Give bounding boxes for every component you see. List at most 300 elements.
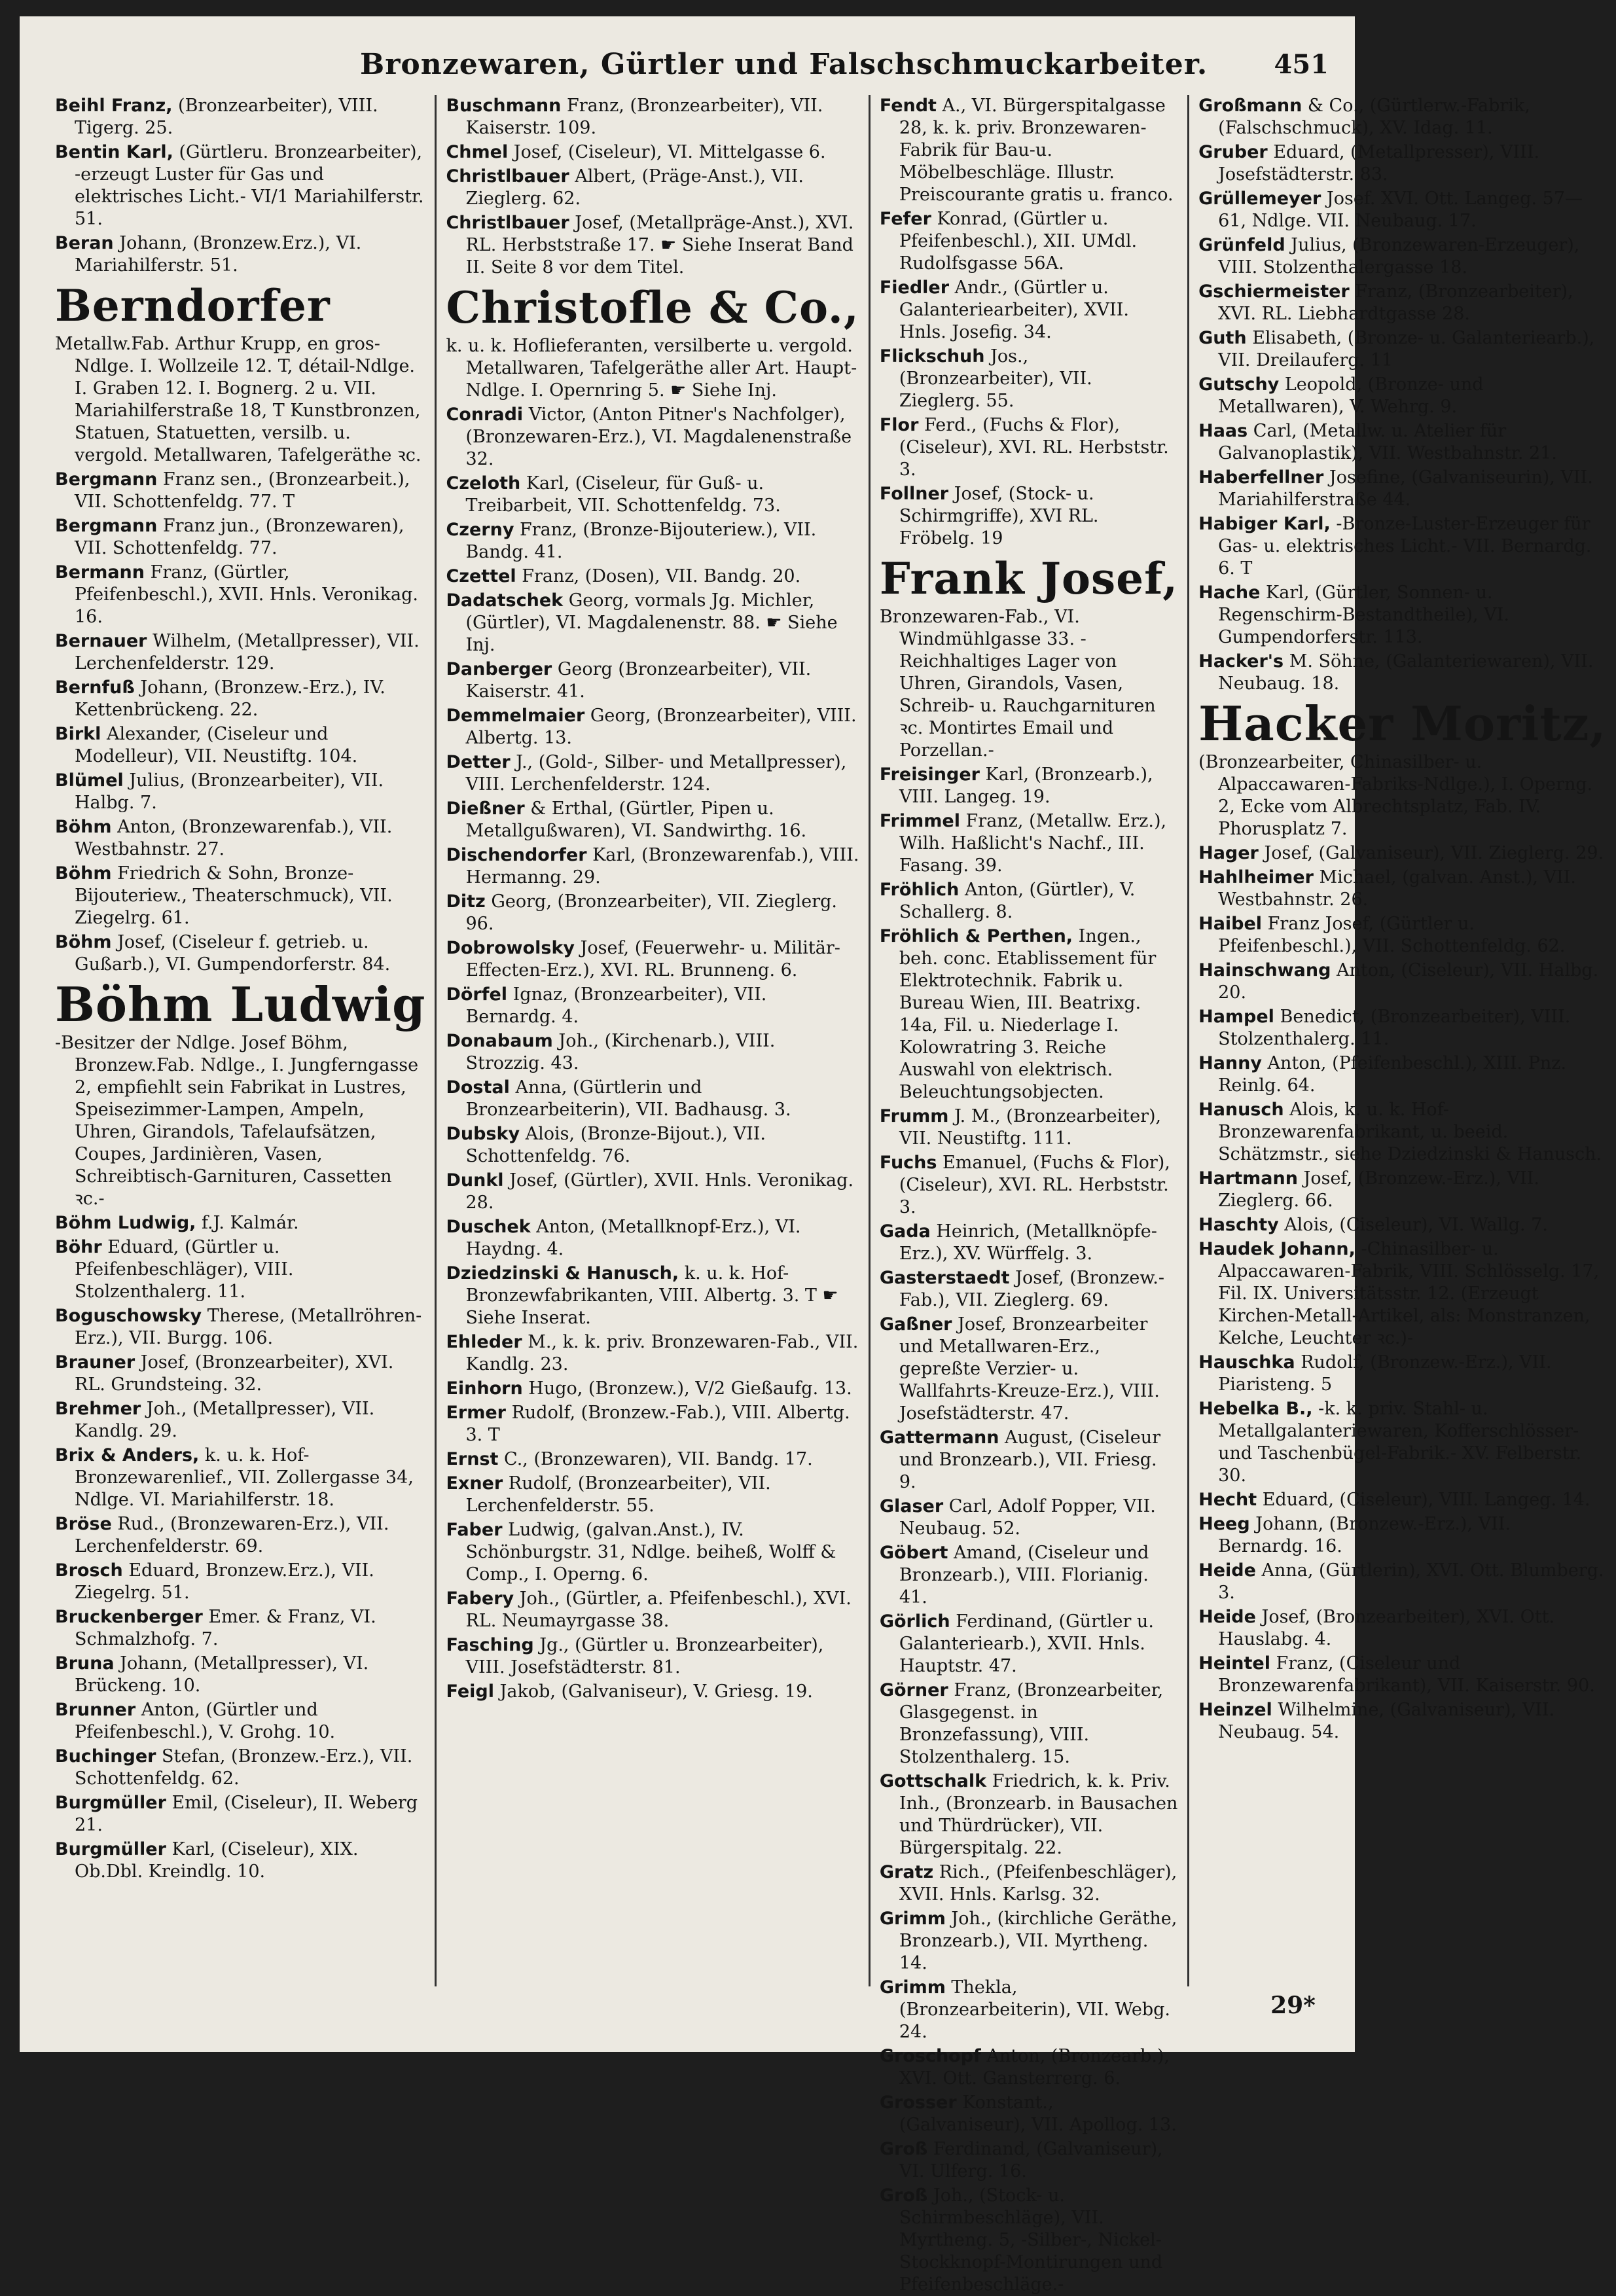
entry-name: Böhm Ludwig, (55, 1213, 196, 1233)
directory-entry (446, 141, 859, 164)
directory-entry (1198, 1352, 1606, 1396)
page-title: Bronzewaren, Gürtler und Falschschmuckarbeiter. (360, 48, 1208, 81)
directory-entry (446, 335, 859, 402)
entry-details: Stefan, (Bronzew.-Erz.), VII. Schottenfeldg. 62. (75, 1746, 413, 1789)
entry-details: Josef, (Bronzearbeiter), XVI. Ott. Hauslabg. 4. (1218, 1607, 1555, 1649)
directory-entry (1198, 913, 1606, 958)
entry-details: Franz, (Ciseleur und Bronzewarenfabrikant), VII. Kaiserstr. 90. (1218, 1653, 1595, 1696)
entry-details: Karl, (Bronzearb.), VIII. Langeg. 19. (899, 764, 1153, 807)
entry-name: Einhorn (446, 1378, 523, 1399)
entry-name: Görlich (879, 1611, 950, 1632)
entry-details: J. M., (Bronzearbeiter), VII. Neustiftg. 111. (899, 1106, 1162, 1149)
entry-name: Beran (55, 233, 114, 253)
entry-details: August, (Ciseleur und Bronzearb.), VII. Friesg. 9. (899, 1427, 1161, 1492)
directory-entry (880, 1977, 1178, 2043)
directory-entry (446, 1519, 859, 1586)
directory-entry (446, 1473, 859, 1517)
entry-details: Josefine, (Galvaniseurin), VII. Mariahilferstraße 44. (1218, 467, 1593, 510)
directory-entry (880, 2138, 1178, 2183)
column-2 (435, 95, 868, 1986)
entry-name: Hampel (1198, 1007, 1274, 1027)
entry-details: C., (Bronzewaren), VII. Bandg. 17. (498, 1449, 813, 1469)
entry-name: Birkl (55, 724, 101, 744)
entry-details: Anton, (Ciseleur), VII. Halbg. 20. (1218, 960, 1599, 1003)
page-header (20, 41, 1355, 87)
column-3 (869, 95, 1187, 2295)
directory-entry (446, 1634, 859, 1679)
entry-name: Ditz (446, 891, 486, 912)
entry-name: Follner (879, 484, 949, 504)
entry-name: Bruckenberger (55, 1607, 203, 1627)
directory-entry (55, 1352, 425, 1396)
display-heading: Berndorfer (55, 280, 331, 331)
entry-details: Karl, (Ciseleur, für Guß- u. Treibarbeit, VII. Schottenfeldg. 73. (465, 473, 781, 516)
directory-entry (55, 1398, 425, 1443)
entry-name: Brosch (55, 1560, 123, 1581)
entry-name: Dörfel (446, 984, 508, 1005)
entry-details: Julius, (Bronzewaren-Erzeuger), VIII. Stolzenthalergasse 18. (1218, 235, 1580, 278)
entry-name: Hache (1198, 583, 1261, 603)
entry-details: Jakob, (Galvaniseur), V. Griesg. 19. (494, 1681, 813, 1702)
entry-name: Donabaum (446, 1031, 553, 1051)
entry-name: Chmel (446, 142, 509, 162)
entry-name: Grosser (879, 2092, 957, 2113)
directory-entry (880, 2185, 1178, 2296)
entry-name: Detter (446, 752, 511, 772)
entry-details: Franz, (Bronzearbeiter), XVI. RL. Liebhardtgasse 28. (1218, 281, 1573, 324)
directory-entry (55, 816, 425, 861)
page-number: 451 (1274, 49, 1329, 80)
directory-entry (1198, 1006, 1606, 1050)
entry-details: Friedrich, k. k. Priv. Inh., (Bronzearb. in Bausachen und Thürdrücker), VII. Bürgerspitalg. 22. (899, 1771, 1178, 1858)
entry-name: Gada (879, 1221, 931, 1242)
entry-details: Josef, (Ciseleur f. getrieb. u. Gußarb.), VI. Gumpendorferstr. 84. (75, 932, 391, 975)
directory-entry (1198, 751, 1606, 840)
entry-name: Hauschka (1198, 1352, 1295, 1372)
entry-details: M., k. k. priv. Bronzewaren-Fab., VII. Kandlg. 23. (465, 1332, 859, 1374)
entry-name: Beihl Franz, (55, 96, 173, 116)
entry-name: Danberger (446, 659, 552, 679)
entry-name: Gutschy (1198, 374, 1280, 395)
entry-details: (Gürtleru. Bronzearbeiter), -erzeugt Luster für Gas und elektrisches Licht.- VI/1 Mariahilferstr. 51. (75, 142, 424, 229)
entry-name: Gratz (879, 1862, 934, 1882)
directory-entry (55, 1032, 425, 1210)
directory-entry (446, 798, 859, 842)
entry-details: Karl, (Bronzewarenfab.), VIII. Hermanng. 29. (465, 845, 859, 888)
entry-name: Bermann (55, 562, 145, 583)
directory-entry (880, 1267, 1178, 1312)
entry-name: Dischendorfer (446, 845, 587, 865)
directory-entry (1198, 1489, 1606, 1511)
directory-entry (1198, 582, 1606, 649)
entry-name: Haas (1198, 421, 1248, 441)
entry-details: Carl, (Metallw. u. Atelier für Galvanoplastik), VII. Westbahnstr. 21. (1218, 421, 1557, 463)
entry-name: Großmann (1198, 96, 1302, 116)
directory-entry (446, 1263, 859, 1329)
display-heading: Böhm Ludwig (55, 977, 426, 1032)
entry-name: Czeloth (446, 473, 521, 493)
entry-name: Heinzel (1198, 1700, 1272, 1720)
entry-details: k. u. k. Hof-Bronzewfabrikanten, VIII. Albertg. 3. T ☛ Siehe Inserat. (465, 1263, 838, 1328)
directory-entry (55, 1305, 425, 1350)
directory-entry (1198, 1214, 1606, 1236)
directory-entry (1198, 141, 1606, 186)
entry-details: Johann, (Metallpresser), VI. Brückeng. 10. (75, 1653, 369, 1696)
entry-name: Burgmüller (55, 1793, 166, 1813)
directory-entry (880, 2092, 1178, 2136)
entry-name: Fasching (446, 1635, 534, 1655)
entry-details: Franz, (Bronze-Bijouteriew.), VII. Bandg. 41. (465, 520, 817, 562)
directory-entry (1198, 842, 1606, 865)
entry-name: Bergmann (55, 516, 158, 536)
entry-details: Hugo, (Bronzew.), V/2 Gießaufg. 13. (522, 1378, 852, 1399)
entry-details: Ferdinand, (Gürtler u. Galanteriearb.), XVII. Hnls. Hauptstr. 47. (899, 1611, 1154, 1676)
entry-name: Christlbauer (446, 166, 569, 187)
entry-name: Hainschwang (1198, 960, 1331, 980)
entry-details: Anton, (Bronzearb.), XVI. Ott. Gansterrerg. 6. (899, 2046, 1170, 2089)
entry-details: Ferdinand, (Galvaniseur), VI. Ulferg. 16. (899, 2139, 1163, 2181)
directory-entry (1198, 467, 1606, 511)
directory-entry (1198, 1052, 1606, 1097)
entry-name: Hartmann (1198, 1168, 1298, 1189)
entry-name: Böhm (55, 863, 112, 884)
directory-entry (446, 1216, 859, 1261)
directory-page (20, 16, 1607, 2295)
directory-entry (55, 141, 425, 230)
directory-entry (446, 751, 859, 796)
entry-name: Görner (879, 1680, 948, 1700)
directory-entry (55, 1653, 425, 1697)
entry-details: Joh., (Kirchenarb.), VIII. Strozzig. 43. (465, 1031, 776, 1073)
entry-name: Ernst (446, 1449, 499, 1469)
directory-entry (880, 1611, 1178, 1677)
entry-name: Hacker's (1198, 651, 1284, 672)
entry-name: Feigl (446, 1681, 494, 1702)
entry-name: Flor (879, 415, 919, 435)
directory-entry (446, 844, 859, 889)
entry-details: & Erthal, (Gürtler, Pipen u. Metallgußwaren), VI. Sandwirthg. 16. (465, 798, 807, 841)
directory-entry (880, 483, 1178, 550)
directory-entry (880, 606, 1178, 762)
entry-name: Flickschuh (879, 346, 985, 367)
entry-name: Gattermann (879, 1427, 999, 1448)
entry-details: Georg, vormals Jg. Michler, (Gürtler), VI. Magdalenenstr. 88. ☛ Siehe Inj. (465, 590, 838, 655)
entry-name: Groschopf (879, 2046, 981, 2066)
directory-entry (446, 658, 859, 703)
entry-name: Brauner (55, 1352, 135, 1372)
directory-entry (880, 1496, 1178, 1540)
entry-details: Georg, (Bronzearbeiter), VIII. Albertg. 13. (465, 706, 857, 748)
entry-name: Dostal (446, 1077, 510, 1098)
entry-details: Carl, Adolf Popper, VII. Neubaug. 52. (899, 1496, 1156, 1539)
entry-details: Emil, (Ciseleur), II. Weberg 21. (75, 1793, 418, 1835)
entry-details: Rudolf, (Bronzearbeiter), VII. Lerchenfelderstr. 55. (465, 1473, 771, 1516)
directory-entry (55, 723, 425, 768)
directory-entry (880, 879, 1178, 924)
entry-name: Habiger Karl, (1198, 514, 1331, 534)
entry-name: Bergmann (55, 469, 158, 490)
directory-entry (880, 925, 1178, 1103)
directory-entry (1198, 651, 1606, 695)
entry-name: Hecht (1198, 1490, 1257, 1510)
entry-name: Dießner (446, 798, 525, 819)
directory-entry (880, 1427, 1178, 1494)
entry-details: Wilhelmine, (Galvaniseur), VII. Neubaug. 54. (1218, 1700, 1555, 1742)
entry-name: Fiedler (879, 278, 950, 298)
entry-name: Gasterstaedt (879, 1268, 1010, 1288)
directory-entry (1198, 1699, 1606, 1744)
entry-name: Hanusch (1198, 1100, 1284, 1120)
entry-details: Konrad, (Gürtler u. Pfeifenbeschl.), XII. UMdl. Rudolfsgasse 56A. (899, 209, 1138, 274)
directory-entry (446, 1331, 859, 1376)
directory-entry (1198, 1398, 1606, 1487)
directory-entry (446, 1170, 859, 1214)
entry-name: Czerny (446, 520, 514, 540)
entry-name: Czettel (446, 566, 516, 586)
directory-entry (446, 1402, 859, 1446)
entry-details: Eduard, Bronzew.Erz.), VII. Ziegelrg. 51. (75, 1560, 374, 1603)
entry-details: Ingen., beh. conc. Etablissement für Elektrotechnik. Fabrik u. Bureau Wien, III. Beatrixg. 14a, Fil. u. Niederlage I. Kolowratring 3. Reiche Auswahl von elektrisch. Beleuchtungsobjecten. (899, 926, 1157, 1102)
display-heading: Hacker Moritz, (1198, 696, 1607, 751)
entry-details: A., VI. Bürgerspitalgasse 28, k. k. priv. Bronzewaren-Fabrik für Bau-u. Möbelbeschläge. Illustr. Preiscourante gratis u. franco. (899, 96, 1174, 205)
directory-entry (1198, 281, 1606, 325)
directory-entry (880, 1908, 1178, 1975)
directory-entry (880, 1105, 1178, 1150)
entry-details: -k. k. priv. Stahl- u. Metallgalanteriewaren, Kofferschlösser- und Taschenbügel-Fabrik.- XV. Felberstr. 30. (1218, 1399, 1582, 1486)
entry-details: k. u. k. Hoflieferanten, versilberte u. vergold. Metallwaren, Tafelgeräthe aller Art. Haupt-Ndlge. I. Opernring 5. ☛ Siehe Inj. (446, 336, 857, 401)
directory-entry (446, 1123, 859, 1168)
entry-details: Franz, (Metallw. Erz.), Wilh. Haßlicht's Nachf., III. Fasang. 39. (899, 811, 1167, 876)
entry-details: Rich., (Pfeifenbeschläger), XVII. Hnls. Karlsg. 32. (899, 1862, 1177, 1905)
entry-name: Boguschowsky (55, 1306, 202, 1326)
directory-entry (55, 630, 425, 675)
entry-name: Frumm (879, 1106, 949, 1126)
entry-details: -Besitzer der Ndlge. Josef Böhm, Bronzew.Fab. Ndlge., I. Jungferngasse 2, empfiehlt sein Fabrikat in Lustres, Speisezimmer-Lampen, Ampeln, Uhren, Girandols, Tafelaufsätzen, Coupes, Jardinièren, Vasen, Schreibtisch-Garnituren, Cassetten ꝛc.- (55, 1033, 419, 1209)
entry-details: Konstant., (Galvaniseur), VII. Apollog. 13. (899, 2092, 1177, 2135)
entry-details: Josef, (Bronzew.-Erz.), VII. Zieglerg. 66. (1218, 1168, 1539, 1211)
entry-name: Grimm (879, 1909, 946, 1929)
directory-entry (1198, 95, 1606, 139)
directory-entry (880, 1221, 1178, 1265)
entry-details: Anton, (Bronzewarenfab.), VII. Westbahnstr. 27. (75, 817, 393, 859)
entry-details: Amand, (Ciseleur und Bronzearb.), VIII. Florianig. 41. (899, 1543, 1149, 1607)
directory-entry (55, 677, 425, 721)
entry-details: & Co., (Gürtlerw.-Fabrik, (Falschschmuck), XV. Idag. 11. (1218, 96, 1530, 138)
entry-name: Heide (1198, 1607, 1256, 1627)
entry-name: Grimm (879, 1977, 946, 1998)
entry-details: Johann, (Bronzew.-Erz.), VII. Bernardg. 16. (1218, 1514, 1511, 1556)
entry-name: Dziedzinski & Hanusch, (446, 1263, 679, 1283)
entry-details: Ferd., (Fuchs & Flor), (Ciseleur), XVI. RL. Herbststr. 3. (899, 415, 1169, 480)
entry-details: Joh., (Gürtler, a. Pfeifenbeschl.), XVI. RL. Neumayrgasse 38. (465, 1588, 852, 1631)
entry-name: Dubsky (446, 1124, 520, 1144)
entry-details: Anton, (Gürtler), V. Schallerg. 8. (899, 880, 1136, 922)
entry-details: Joh., (kirchliche Geräthe, Bronzearb.), VII. Myrtheng. 14. (899, 1909, 1177, 1973)
directory-entry (55, 770, 425, 814)
directory-entry (446, 404, 859, 471)
directory-entry (55, 1513, 425, 1558)
entry-details: -Chinasilber- u. Alpaccawaren-Fabrik, VIII. Schlösselg. 17, Fil. IX. Universitätsstr. 12. (Erzeugt Kirchen-Metall-Artikel, als: Monstranzen, Kelche, Leuchter ꝛc.)- (1218, 1239, 1600, 1348)
entry-name: Burgmüller (55, 1839, 166, 1859)
directory-entry (446, 473, 859, 517)
entry-details: Johann, (Bronzew.-Erz.), IV. Kettenbrückeng. 22. (75, 677, 386, 720)
directory-entry (55, 1212, 425, 1234)
entry-name: Glaser (879, 1496, 944, 1516)
directory-entry (880, 277, 1178, 344)
entry-name: Guth (1198, 328, 1247, 348)
entry-name: Gruber (1198, 142, 1268, 162)
directory-entry (55, 1560, 425, 1604)
directory-entry (1198, 327, 1606, 372)
directory-entry (55, 1699, 425, 1744)
entry-details: Karl, (Ciseleur), XIX. Ob.Dbl. Kreindlg. 10. (75, 1839, 359, 1882)
entry-details: Josef, (Feuerwehr- u. Militär-Effecten-Erz.), XVI. RL. Brunneng. 6. (465, 938, 840, 980)
entry-name: Blümel (55, 770, 124, 791)
directory-entry (446, 212, 859, 279)
directory-entry (446, 95, 859, 139)
entry-details: Metallw.Fab. Arthur Krupp, en gros-Ndlge. I. Wollzeile 12. T, détail-Ndlge. I. Graben 12. I. Bognerg. 2 u. VII. Mariahilferstraße 18, T Kunstbronzen, Statuen, Statuetten, versilb. u. vergold. Metallwaren, Tafelgeräthe ꝛc. (55, 334, 422, 465)
directory-entry (1198, 234, 1606, 279)
entry-details: Josef, (Bronzew.-Fab.), VII. Zieglerg. 69. (899, 1268, 1165, 1310)
entry-name: Faber (446, 1520, 503, 1540)
entry-name: Bentin Karl, (55, 142, 173, 162)
directory-entry (1198, 513, 1606, 580)
entry-details: Josef, (Stock- u. Schirmgriffe), XVI RL. Fröbelg. 19 (899, 484, 1099, 548)
entry-details: Alexander, (Ciseleur und Modelleur), VII. Neustiftg. 104. (75, 724, 358, 766)
entry-details: Rud., (Bronzewaren-Erz.), VII. Lerchenfelderstr. 69. (75, 1514, 389, 1556)
entry-details: k. u. k. Hof-Bronzewarenlief., VII. Zollergasse 34, Ndlge. VI. Mariahilferstr. 18. (75, 1445, 414, 1510)
entry-details: J., (Gold-, Silber- und Metallpresser), VIII. Lerchenfelderstr. 124. (465, 752, 847, 795)
entry-details: Albert, (Präge-Anst.), VII. Zieglerg. 62. (465, 166, 804, 209)
directory-entry (55, 515, 425, 560)
entry-details: Josef, (Metallpräge-Anst.), XVI. RL. Herbststraße 17. ☛ Siehe Inserat Band II. Seite 8 vor dem Titel. (465, 213, 854, 278)
entry-details: Josef, (Galvaniseur), VII. Zieglerg. 29. (1258, 843, 1604, 863)
entry-details: Alois, k. u. k. Hof-Bronzewarenfabrikant, u. beeid. Schätzmstr., siehe Dziedzinski & Hanusch. (1218, 1100, 1602, 1164)
entry-details: Anna, (Gürtlerin), XVI. Ott. Blumberg. 3. (1218, 1560, 1604, 1603)
entry-name: Ermer (446, 1403, 506, 1423)
directory-entry (880, 2045, 1178, 2090)
entry-details: Thekla, (Bronzearbeiterin), VII. Webg. 24. (899, 1977, 1171, 2042)
entry-details: Ignaz, (Bronzearbeiter), VII. Bernardg. 4. (465, 984, 767, 1027)
entry-name: Hahlheimer (1198, 867, 1314, 888)
entry-name: Conradi (446, 404, 524, 425)
directory-entry (1198, 1513, 1606, 1558)
entry-details: Franz, (Bronzearbeiter), VII. Kaiserstr. 109. (465, 96, 823, 138)
entry-name: Grünfeld (1198, 235, 1285, 255)
entry-details: Anton, (Pfeifenbeschl.), XIII. Pnz. Reinlg. 64. (1218, 1053, 1567, 1096)
entry-details: Friedrich & Sohn, Bronze-Bijouteriew., Theaterschmuck), VII. Ziegelrg. 61. (75, 863, 393, 928)
entry-name: Haibel (1198, 914, 1263, 934)
display-heading: Frank Josef, (879, 553, 1179, 604)
directory-entry (446, 519, 859, 564)
columns (46, 95, 1607, 2295)
entry-name: Bernauer (55, 631, 147, 651)
entry-name: Demmelmaier (446, 706, 585, 726)
entry-details: Ludwig, (galvan.Anst.), IV. Schönburgstr. 31, Ndlge. beiheß, Wolff & Comp., I. Operng. 6. (465, 1520, 836, 1585)
entry-details: Benedict, (Bronzearbeiter), VIII. Stolzenthalerg. 11. (1218, 1007, 1571, 1049)
entry-name: Ehleder (446, 1332, 522, 1352)
entry-details: Josef, (Bronzearbeiter), XVI. RL. Grundsteing. 32. (75, 1352, 394, 1395)
entry-details: Emer. & Franz, VI. Schmalzhofg. 7. (75, 1607, 376, 1649)
entry-details: Georg, (Bronzearbeiter), VII. Zieglerg. 96. (465, 891, 838, 934)
directory-entry (55, 469, 425, 513)
entry-name: Bruna (55, 1653, 115, 1674)
entry-details: Eduard, (Metallpresser), VIII. Josefstädterstr. 83. (1218, 142, 1540, 185)
column-1 (46, 95, 435, 1986)
entry-name: Frimmel (879, 811, 960, 831)
entry-details: Franz, (Dosen), VII. Bandg. 20. (516, 566, 801, 586)
entry-details: Eduard, (Gürtler u. Pfeifenbeschläger), VIII. Stolzenthalerg. 11. (75, 1237, 294, 1302)
entry-details: Wilhelm, (Metallpresser), VII. Lerchenfelderstr. 129. (75, 631, 420, 673)
directory-entry (446, 590, 859, 656)
entry-name: Göbert (879, 1543, 948, 1563)
directory-entry (446, 1378, 859, 1400)
directory-entry (55, 1839, 425, 1883)
entry-name: Buchinger (55, 1746, 156, 1767)
entry-name: Bernfuß (55, 677, 135, 698)
entry-name: Bröse (55, 1514, 112, 1534)
entry-name: Christlbauer (446, 213, 569, 233)
directory-entry (446, 1448, 859, 1471)
directory-entry (1198, 420, 1606, 465)
entry-name: Dadatschek (446, 590, 564, 611)
directory-entry (1198, 1606, 1606, 1651)
directory-entry (446, 1588, 859, 1632)
entry-details: Josef, (Ciseleur), VI. Mittelgasse 6. (508, 142, 826, 162)
entry-details: Franz, (Bronzearbeiter, Glasgegenst. in Bronzefassung), VIII. Stolzenthalerg. 15. (899, 1680, 1164, 1767)
entry-name: Brunner (55, 1700, 136, 1720)
directory-entry (55, 95, 425, 139)
entry-details: Franz, (Gürtler, Pfeifenbeschl.), XVII. Hnls. Veronikag. 16. (75, 562, 418, 627)
directory-entry (55, 1236, 425, 1303)
directory-entry (880, 1770, 1178, 1859)
directory-entry (55, 1444, 425, 1511)
entry-name: Fröhlich (879, 880, 960, 900)
directory-entry (1198, 1653, 1606, 1697)
entry-details: Georg (Bronzearbeiter), VII. Kaiserstr. 41. (465, 659, 812, 702)
directory-entry (880, 414, 1178, 481)
entry-name: Böhr (55, 1237, 102, 1257)
entry-details: Anna, (Gürtlerin und Bronzearbeiterin), VII. Badhausg. 3. (465, 1077, 791, 1120)
entry-details: Alois, (Ciseleur), VI. Wallg. 7. (1278, 1215, 1548, 1235)
entry-details: Michael, (galvan. Anst.), VII. Westbahnstr. 26. (1218, 867, 1576, 910)
directory-entry (1198, 1238, 1606, 1350)
entry-name: Gschiermeister (1198, 281, 1350, 302)
entry-details: Anton, (Gürtler und Pfeifenbeschl.), V. Grohg. 10. (75, 1700, 336, 1742)
directory-entry (55, 562, 425, 628)
directory-entry (1198, 374, 1606, 418)
directory-entry (1198, 960, 1606, 1004)
entry-details: Jg., (Gürtler u. Bronzearbeiter), VIII. Josefstädterstr. 81. (465, 1635, 824, 1677)
directory-entry (880, 1314, 1178, 1425)
signature-mark: 29* (1270, 1992, 1316, 2019)
directory-entry (55, 232, 425, 277)
entry-details: Joh., (Metallpresser), VII. Kandlg. 29. (75, 1399, 375, 1441)
directory-entry (880, 95, 1178, 206)
directory-entry (55, 1606, 425, 1651)
directory-entry (446, 166, 859, 210)
directory-entry (446, 1030, 859, 1075)
entry-name: Fabery (446, 1588, 514, 1609)
entry-details: (Bronzearbeiter), VIII. Tigerg. 25. (75, 96, 378, 138)
entry-details: Johann, (Bronzew.Erz.), VI. Mariahilferstr. 51. (75, 233, 362, 276)
entry-details: M. Söhne, (Galanteriewaren), VII. Neubaug. 18. (1218, 651, 1594, 694)
directory-entry (880, 1542, 1178, 1609)
directory-entry (880, 208, 1178, 275)
entry-details: Karl, (Gürtler, Sonnen- u. Regenschirm-Bestandtheile), VI. Gumpendorferstr. 113. (1218, 583, 1509, 647)
entry-details: Alois, (Bronze-Bijout.), VII. Schottenfeldg. 76. (465, 1124, 766, 1166)
entry-name: Buschmann (446, 96, 562, 116)
